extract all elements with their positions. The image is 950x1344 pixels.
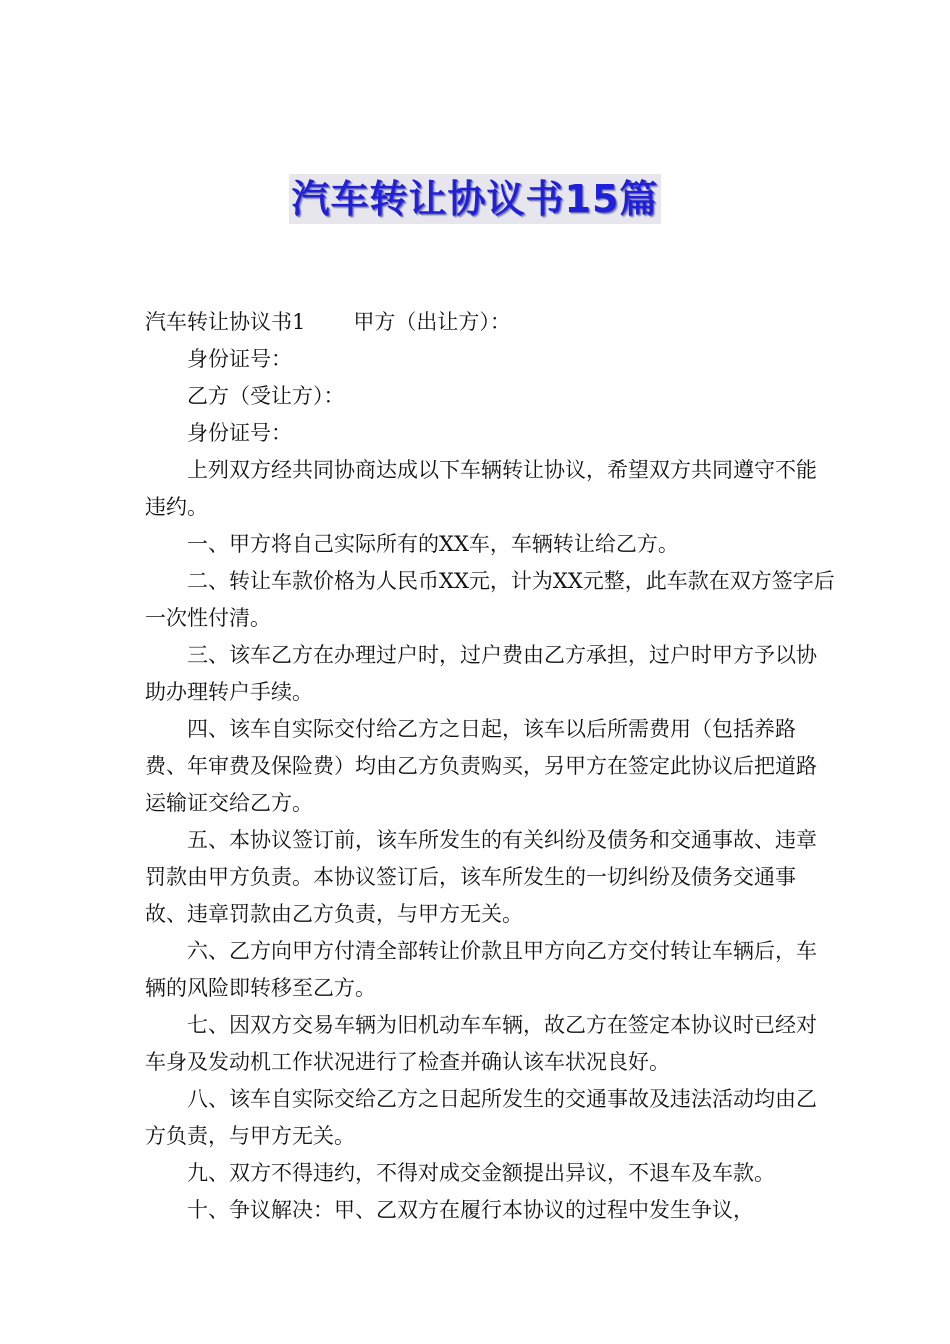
clause-6: 六、乙方向甲方付清全部转让价款且甲方向乙方交付转让车辆后，车辆的风险即转移至乙方。	[145, 939, 817, 1000]
clause-7: 七、因双方交易车辆为旧机动车车辆，故乙方在签定本协议时已经对车身及发动机工作状况进行了检查并确认该车状况良好。	[145, 1013, 817, 1074]
clause-8: 八、该车自实际交给乙方之日起所发生的交通事故及违法活动均由乙方负责，与甲方无关。	[145, 1087, 817, 1148]
document-body	[145, 304, 835, 1229]
clause-4: 四、该车自实际交付给乙方之日起，该车以后所需费用（包括养路费、年审费及保险费）均由乙方负责购买，另甲方在签定此协议后把道路运输证交给乙方。	[145, 717, 817, 815]
clause-5: 五、本协议签订前，该车所发生的有关纠纷及债务和交通事故、违章罚款由甲方负责。本协议签订后，该车所发生的一切纠纷及债务交通事故、违章罚款由乙方负责，与甲方无关。	[145, 828, 817, 926]
clause-9: 九、双方不得违约，不得对成交金额提出异议，不退车及车款。	[187, 1161, 775, 1185]
party-b-id-line: 身份证号：	[187, 421, 292, 445]
preamble-paragraph: 上列双方经共同协商达成以下车辆转让协议，希望双方共同遵守不能违约。	[145, 458, 817, 519]
document-title: 汽车转让协议书15篇	[289, 174, 662, 224]
agreement-number-label: 汽车转让协议书1	[145, 310, 306, 334]
clause-2: 二、转让车款价格为人民币XX元，计为XX元整，此车款在双方签字后一次性付清。	[145, 569, 835, 630]
party-a-label: 甲方（出让方）：	[353, 310, 511, 334]
title-block	[0, 174, 950, 224]
party-a-id-line: 身份证号：	[187, 347, 292, 371]
agreement-heading-line	[145, 304, 835, 341]
party-b-label: 乙方（受让方）：	[187, 384, 345, 408]
clause-3: 三、该车乙方在办理过户时，过户费由乙方承担，过户时甲方予以协助办理转户手续。	[145, 643, 817, 704]
clause-10: 十、争议解决：甲、乙双方在履行本协议的过程中发生争议，	[187, 1198, 754, 1222]
clause-1: 一、甲方将自己实际所有的XX车，车辆转让给乙方。	[187, 532, 679, 556]
